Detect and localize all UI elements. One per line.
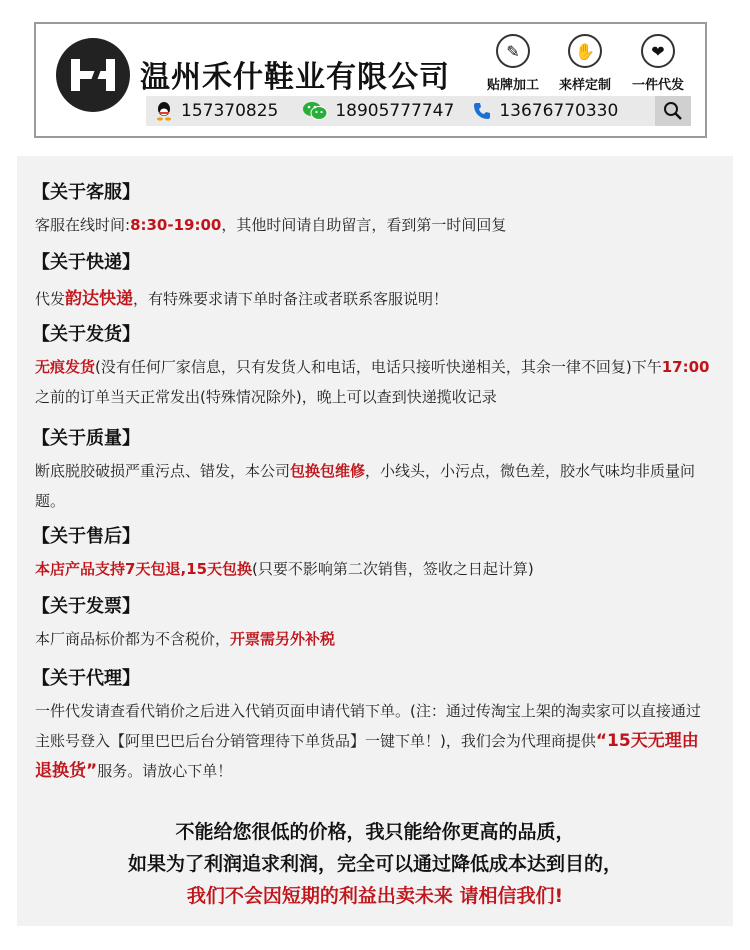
contact-qq[interactable] xyxy=(154,101,278,121)
aftersale-highlight: 本店产品支持7天包退,15天包换 xyxy=(35,560,253,578)
heart-icon: ❤ xyxy=(641,34,675,68)
section-body xyxy=(35,456,715,516)
invoice-highlight: 开票需另外补税 xyxy=(230,630,336,648)
qq-icon xyxy=(154,101,174,121)
section-body xyxy=(35,624,715,654)
company-name: 温州禾什鞋业有限公司 xyxy=(140,60,450,95)
section-body xyxy=(35,210,715,240)
closing-line-1: 不能给您很低的价格，我只能给你更高的品质， xyxy=(175,821,575,843)
section-shipping xyxy=(32,320,715,412)
section-title: 【关于质量】 xyxy=(32,428,140,449)
shipping-highlight: 无痕发货 xyxy=(35,358,96,376)
agent-highlight: “15天无理由退换货” xyxy=(35,731,699,781)
contact-wechat[interactable] xyxy=(302,101,454,121)
qq-number: 157370825 xyxy=(181,101,279,121)
section-agent xyxy=(32,664,715,786)
service-custom[interactable] xyxy=(552,34,618,93)
service-label: 贴牌加工 xyxy=(486,78,539,93)
shop-header xyxy=(34,22,707,138)
customize-icon: ✋ xyxy=(568,34,602,68)
section-title: 【关于客服】 xyxy=(32,182,140,203)
text: 客服在线时间: xyxy=(35,216,131,234)
text: ，小线头，小污点，微色差，胶水气味均非质量问题。 xyxy=(35,462,696,510)
section-body xyxy=(35,352,715,412)
section-title: 【关于代理】 xyxy=(32,668,140,689)
text: (只要不影响第二次销售，签收之日起计算) xyxy=(252,560,534,578)
shipping-cutoff-time: 17:00 xyxy=(661,358,710,376)
text: 本厂商品标价都为不含税价， xyxy=(35,630,231,648)
courier-name: 韵达快递 xyxy=(65,289,134,309)
section-title: 【关于快递】 xyxy=(32,252,140,273)
section-quality xyxy=(32,424,715,516)
section-invoice xyxy=(32,592,715,654)
text: 之前的订单当天正常发出(特殊情况除外)，晚上可以查到快递揽收记录 xyxy=(35,388,497,406)
section-title: 【关于发货】 xyxy=(32,324,140,345)
section-courier xyxy=(32,248,715,314)
service-list xyxy=(480,34,704,100)
contact-phone[interactable] xyxy=(472,101,618,121)
text: 服务。请放心下单！ xyxy=(97,762,233,780)
service-hours: 8:30-19:00 xyxy=(130,216,222,234)
service-label: 一件代发 xyxy=(631,78,684,93)
closing-statement xyxy=(17,816,733,912)
section-body xyxy=(35,554,715,584)
section-body xyxy=(35,284,715,314)
wechat-icon xyxy=(302,101,328,121)
section-title: 【关于发票】 xyxy=(32,596,140,617)
text: ，其他时间请自助留言，看到第一时间回复 xyxy=(221,216,507,234)
phone-icon xyxy=(472,101,492,121)
text: ，有特殊要求请下单时备注或者联系客服说明！ xyxy=(133,290,449,308)
text: 断底脱胶破损严重污点、错发，本公司 xyxy=(35,462,291,480)
section-body xyxy=(35,696,715,786)
wechat-number: 18905777747 xyxy=(335,101,455,121)
quality-highlight: 包换包维修 xyxy=(290,462,366,480)
service-dropship[interactable] xyxy=(625,34,691,93)
contact-bar xyxy=(146,96,655,126)
policy-content xyxy=(17,156,733,926)
closing-line-2: 如果为了利润追求利润，完全可以通过降低成本达到目的， xyxy=(127,853,622,875)
hs-logo-icon xyxy=(67,49,119,101)
company-logo xyxy=(56,38,130,112)
text: (没有任何厂家信息，只有发货人和电话，电话只接听快递相关，其余一律不回复)下午 xyxy=(95,358,662,376)
tools-icon: ✎ xyxy=(496,34,530,68)
phone-number: 13676770330 xyxy=(499,101,619,121)
section-service xyxy=(32,178,715,240)
search-button[interactable] xyxy=(655,96,691,126)
service-label: 来样定制 xyxy=(558,78,611,93)
search-icon xyxy=(663,101,683,121)
section-aftersale xyxy=(32,522,715,584)
text: 一件代发请查看代销价之后进入代销页面申请代销下单。(注：通过传淘宝上架的淘卖家可以直接通过主账号登入【阿里巴巴后台分销管理待下单货品】一键下单！)，我们会为代理商提供 xyxy=(35,702,701,750)
closing-line-3: 我们不会因短期的利益出卖未来 请相信我们! xyxy=(186,885,564,907)
section-title: 【关于售后】 xyxy=(32,526,140,547)
service-oem[interactable] xyxy=(480,34,546,93)
text: 代发 xyxy=(35,290,66,308)
